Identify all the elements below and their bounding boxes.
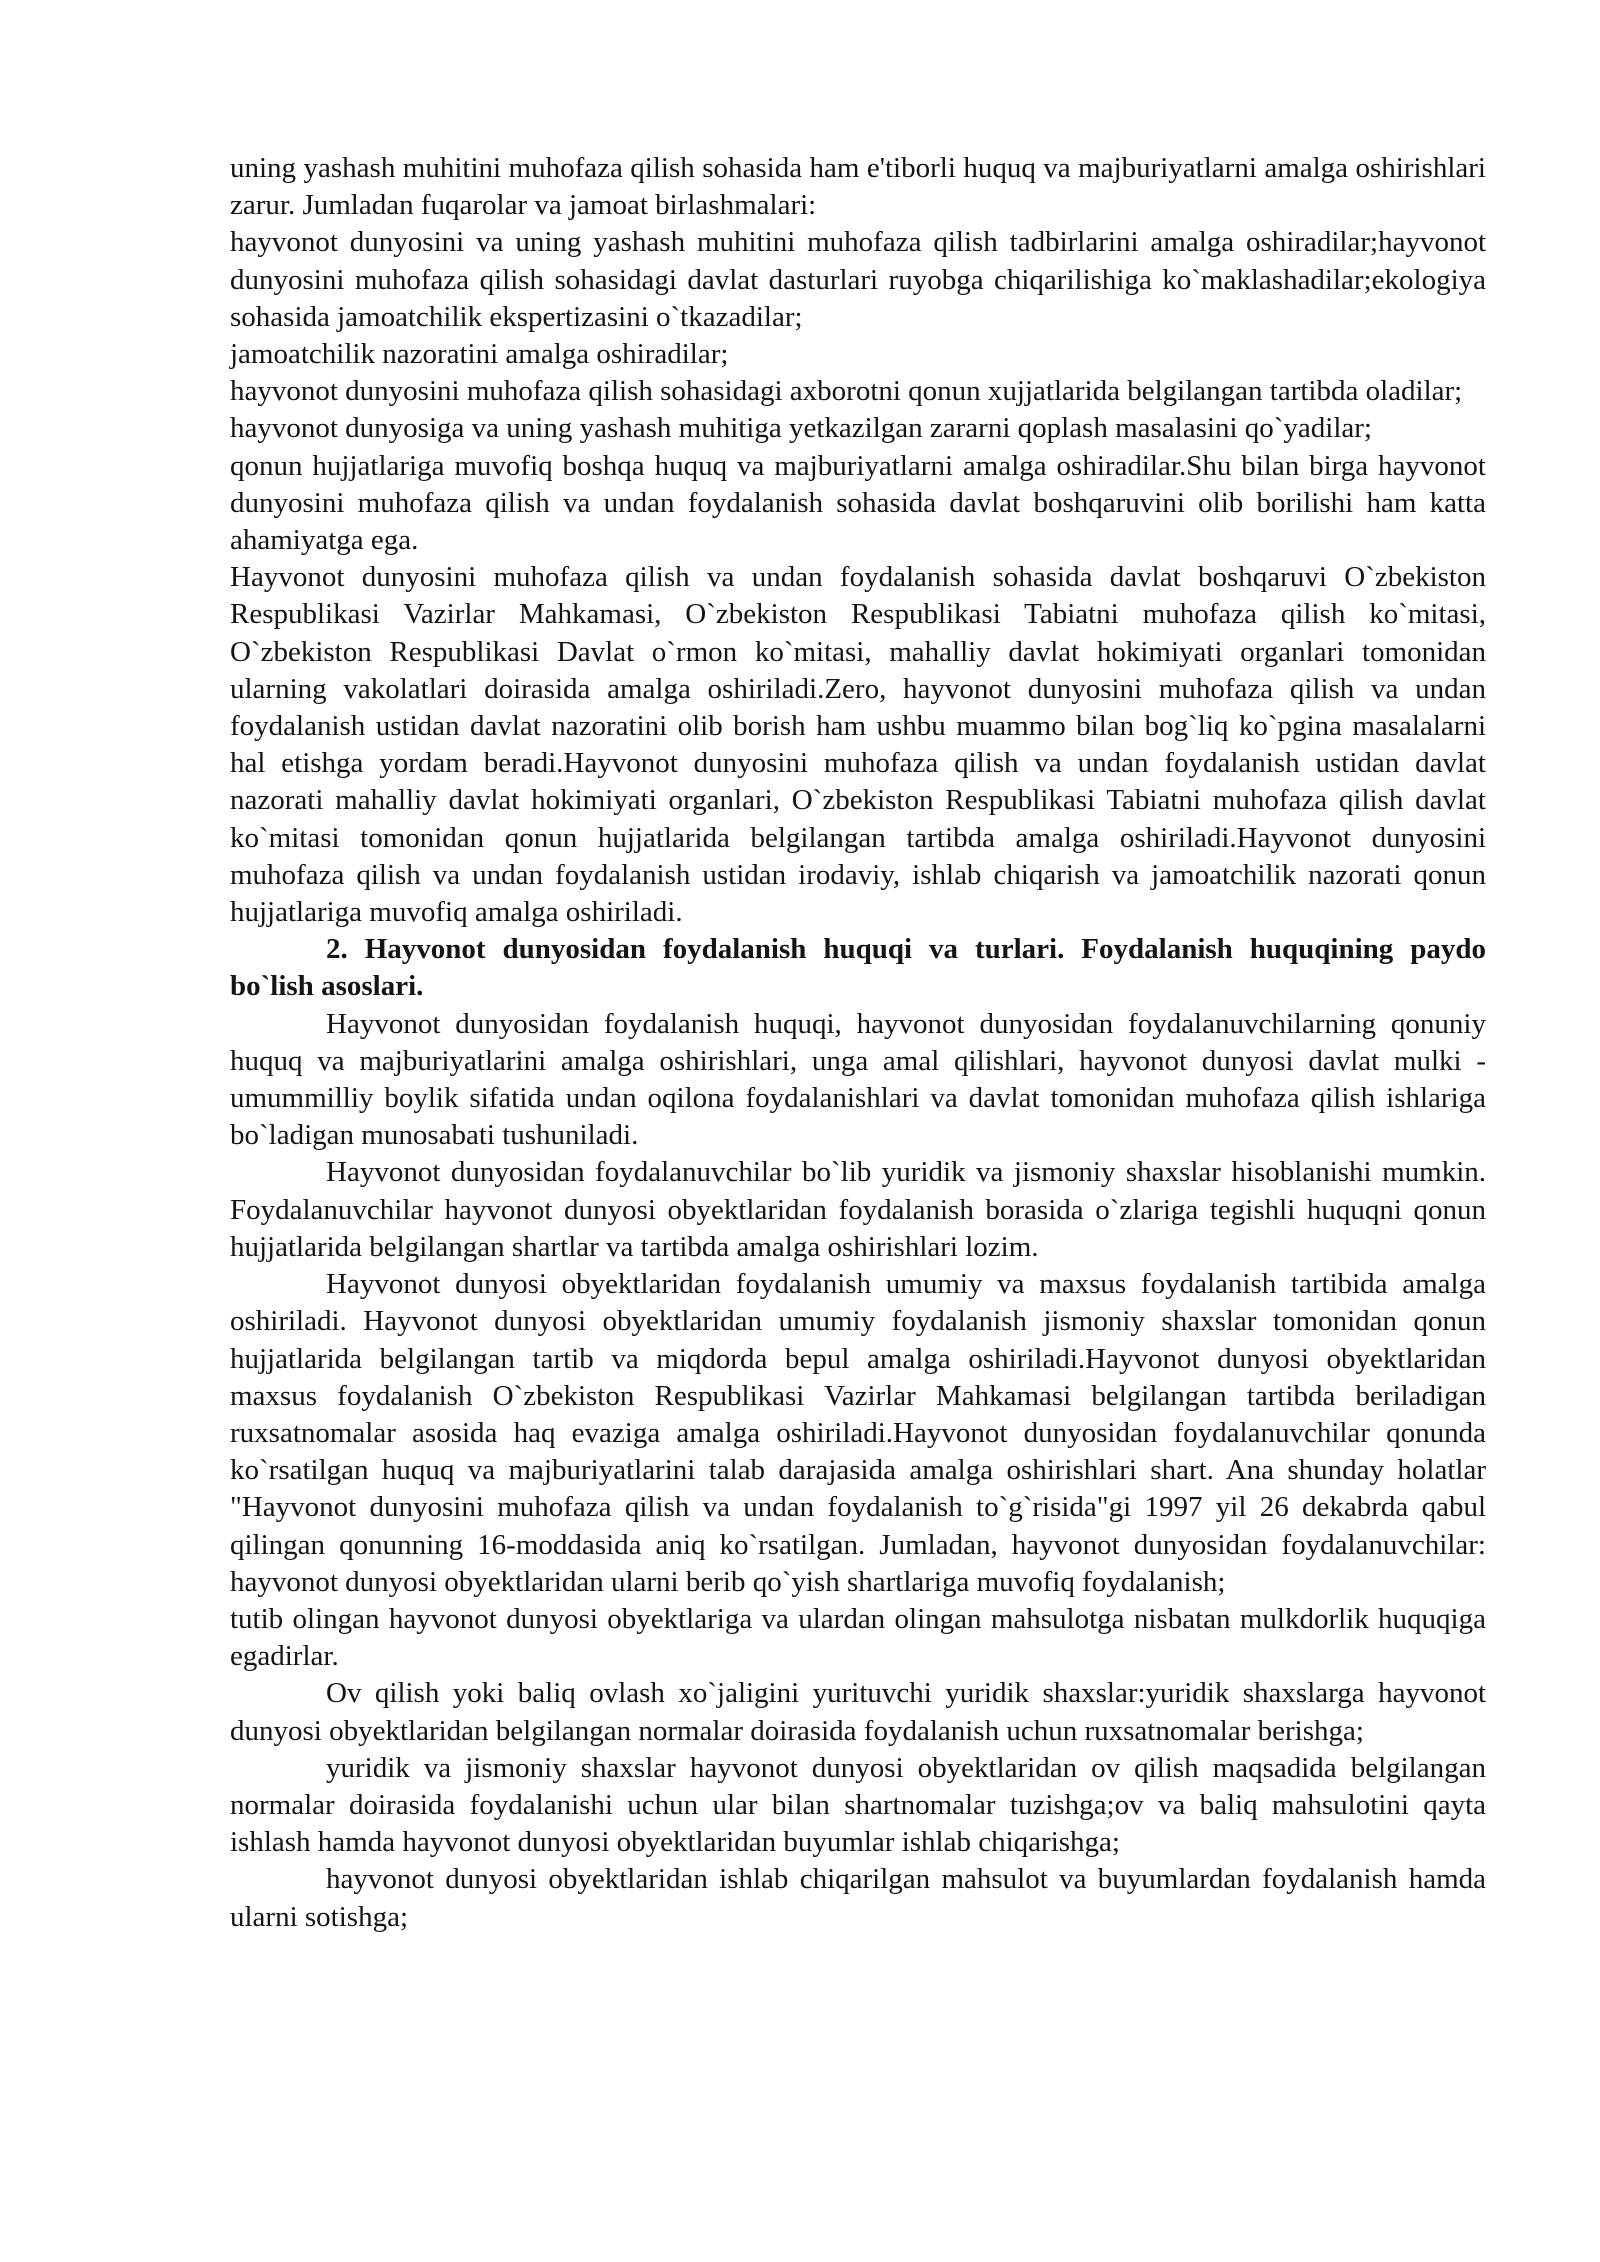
paragraph: Hayvonot dunyosini muhofaza qilish va undan foydalanish sohasida davlat boshqaruvi O`zbekiston Respublikasi Vazirlar Mahkamasi, O`zbekiston Respublikasi Tabiatni muhofaza qilish ko`mitasi, O`zbekiston Respublikasi Davlat o`rmon ko`mitasi, mahalliy davlat hokimiyati organlari tomonidan ularning vakolatlari doirasida amalga oshiriladi.Zero, hayvonot dunyosini muhofaza qilish va undan foydalanish ustidan davlat nazoratini olib borish ham ushbu muammo bilan bog`liq ko`pgina masalalarni hal etishga yordam beradi.Hayvonot dunyosini muhofaza qilish va undan foydalanish ustidan davlat nazorati mahalliy davlat hokimiyati organlari, O`zbekiston Respublikasi Tabiatni muhofaza qilish davlat ko`mitasi tomonidan qonun hujjatlarida belgilangan tartibda amalga oshiriladi.Hayvonot dunyosini muhofaza qilish va undan foydalanish ustidan irodaviy, ishlab chiqarish va jamoatchilik nazorati qonun hujjatlariga muvofiq amalga oshiriladi. xyxy=(230,561,1486,929)
paragraph: Hayvonot dunyosi obyektlaridan foydalanish umumiy va maxsus foydalanish tartibida amalga oshiriladi. Hayvonot dunyosi obyektlaridan umumiy foydalanish jismoniy shaxslar tomonidan qonun hujjatlarida belgilangan tartib va miqdorda bepul amalga oshiriladi.Hayvonot dunyosi obyektlaridan maxsus foydalanish O`zbekiston Respublikasi Vazirlar Mahkamasi belgilangan tartibda beriladigan ruxsatnomalar asosida haq evaziga amalga oshiriladi.Hayvonot dunyosidan foydalanuvchilar qonunda ko`rsatilgan huquq va majburiyatlarini talab darajasida amalga oshirishlari shart. Ana shunday holatlar "Hayvonot dunyosini muhofaza qilish va undan foydalanish to`g`risida"gi 1997 yil 26 dekabrda qabul qilingan qonunning 16-moddasida aniq ko`rsatilgan. Jumladan, hayvonot dunyosidan foydalanuvchilar: hayvonot dunyosi obyektlaridan ularni berib qo`yish shartlariga muvofiq foydalanish; xyxy=(230,1268,1486,1598)
document-page xyxy=(230,150,1486,1936)
paragraph: hayvonot dunyosiga va uning yashash muhitiga yetkazilgan zararni qoplash masalasini qo`yadilar; xyxy=(230,412,1372,445)
paragraph: jamoatchilik nazoratini amalga oshiradilar; xyxy=(230,338,729,371)
paragraph: Ov qilish yoki baliq ovlash xo`jaligini yurituvchi yuridik shaxslar:yuridik shaxslarga hayvonot dunyosi obyektlaridan belgilangan normalar doirasida foydalanish uchun ruxsatnomalar berishga; xyxy=(230,1677,1486,1747)
paragraph: hayvonot dunyosini muhofaza qilish sohasidagi axborotni qonun xujjatlarida belgilangan tartibda oladilar; xyxy=(230,375,1463,408)
paragraph: qonun hujjatlariga muvofiq boshqa huquq va majburiyatlarni amalga oshiradilar.Shu bilan birga hayvonot dunyosini muhofaza qilish va undan foydalanish sohasida davlat boshqaruvini olib borilishi ham katta ahamiyatga ega. xyxy=(230,449,1486,557)
paragraph: tutib olingan hayvonot dunyosi obyektlariga va ulardan olingan mahsulotga nisbatan mulkdorlik huquqiga egadirlar. xyxy=(230,1602,1486,1673)
section-heading: 2. Hayvonot dunyosidan foydalanish huquqi va turlari. Foydalanish huquqining paydo bo`lish asoslari. xyxy=(230,933,1486,1003)
paragraph: hayvonot dunyosi obyektlaridan ishlab chiqarilgan mahsulot va buyumlardan foydalanish hamda ularni sotishga; xyxy=(230,1863,1486,1933)
paragraph: Hayvonot dunyosidan foydalanish huquqi, hayvonot dunyosidan foydalanuvchilarning qonuniy huquq va majburiyatlarini amalga oshirishlari, unga amal qilishlari, hayvonot dunyosi davlat mulki -umummilliy boylik sifatida undan oqilona foydalanishlari va davlat tomonidan muhofaza qilish ishlariga bo`ladigan munosabati tushuniladi. xyxy=(230,1007,1486,1152)
paragraph: uning yashash muhitini muhofaza qilish sohasida ham e'tiborli huquq va majburiyatlarni amalga oshirishlari zarur. Jumladan fuqarolar va jamoat birlashmalari: xyxy=(230,152,1486,222)
paragraph: hayvonot dunyosini va uning yashash muhitini muhofaza qilish tadbirlarini amalga oshiradilar;hayvonot dunyosini muhofaza qilish sohasidagi davlat dasturlari ruyobga chiqarilishiga ko`maklashadilar;ekologiya sohasida jamoatchilik ekspertizasini o`tkazadilar; xyxy=(230,226,1486,333)
paragraph: Hayvonot dunyosidan foydalanuvchilar bo`lib yuridik va jismoniy shaxslar hisoblanishi mumkin. Foydalanuvchilar hayvonot dunyosi obyektlaridan foydalanish borasida o`zlariga tegishli huquqni qonun hujjatlarida belgilangan shartlar va tartibda amalga oshirishlari lozim. xyxy=(230,1156,1486,1263)
paragraph: yuridik va jismoniy shaxslar hayvonot dunyosi obyektlaridan ov qilish maqsadida belgilangan normalar doirasida foydalanishi uchun ular bilan shartnomalar tuzishga;ov va baliq mahsulotini qayta ishlash hamda hayvonot dunyosi obyektlaridan buyumlar ishlab chiqarishga; xyxy=(230,1751,1486,1859)
